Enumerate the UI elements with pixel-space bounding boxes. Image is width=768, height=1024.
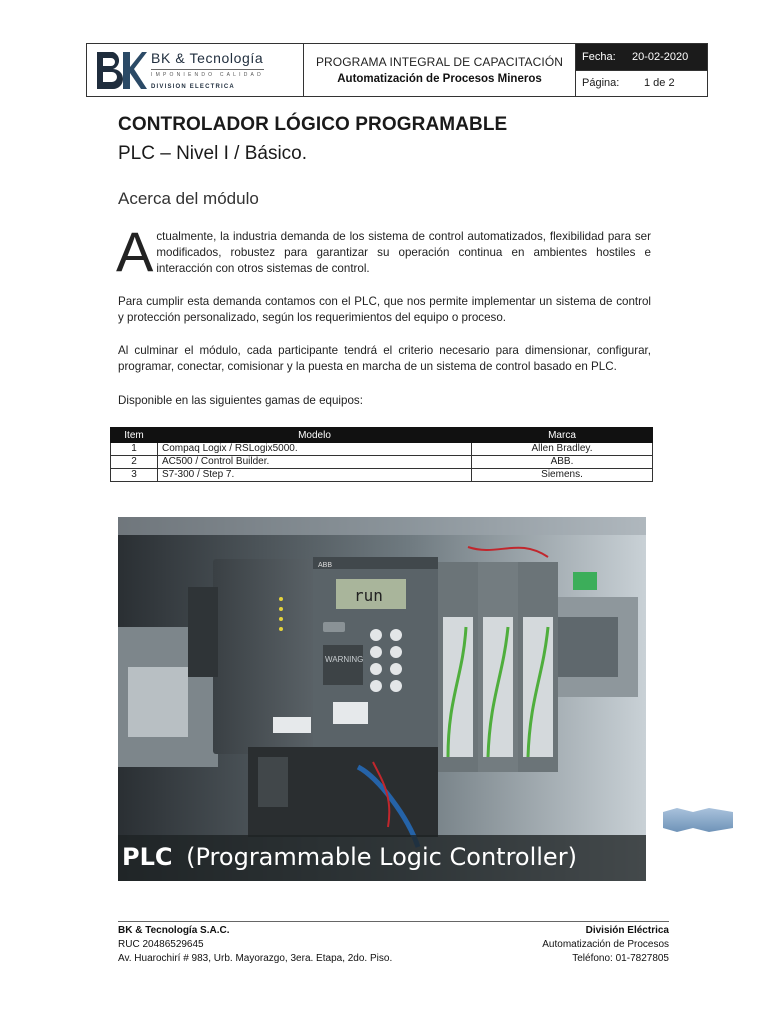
paragraph-available: Disponible en las siguientes gamas de equipos: <box>118 394 363 407</box>
date-row <box>576 44 707 70</box>
table-cell-brand: Siemens. <box>472 469 653 482</box>
lcd-text: run <box>354 586 383 605</box>
footer-area: Automatización de Procesos <box>542 939 669 950</box>
paragraph-plc: Para cumplir esta demanda contamos con el PLC, que nos permite implementar un sistema de control y protección personalizado, según los requerimientos del equipo o proceso. <box>118 295 651 324</box>
document-header <box>86 43 708 97</box>
page-label: Página: <box>582 77 620 90</box>
footer-company: BK & Tecnología S.A.C. <box>118 925 230 936</box>
page-value: 1 de 2 <box>644 77 675 90</box>
document-title: CONTROLADOR LÓGICO PROGRAMABLE <box>118 114 508 135</box>
table-header-model: Modelo <box>158 428 472 443</box>
table-row <box>111 456 653 469</box>
table-cell-item: 1 <box>111 443 158 456</box>
date-value: 20-02-2020 <box>632 50 689 63</box>
table-row <box>111 469 653 482</box>
table-cell-brand: ABB. <box>472 456 653 469</box>
decorative-arrow-icon <box>663 808 733 832</box>
table-header-item: Item <box>111 428 158 443</box>
paragraph-outcome: Al culminar el módulo, cada participante tendrá el criterio necesario para dimensionar, configurar, programar, conectar, comisionar y la puesta en marcha de un sistema de control basado en PLC. <box>118 344 651 373</box>
document-subtitle: PLC – Nivel I / Básico. <box>118 143 308 164</box>
bk-logo-icon <box>93 48 147 92</box>
warning-text: WARNING <box>325 655 364 664</box>
paragraph-intro <box>116 220 651 283</box>
page-row <box>576 70 707 97</box>
table-cell-item: 2 <box>111 456 158 469</box>
program-title: PROGRAMA INTEGRAL DE CAPACITACIÓN <box>315 55 564 69</box>
paragraph-intro-text: ctualmente, la industria demanda de los sistema de control automatizados, flexibilidad para ser modificados, robustez para garantizar su operación continua en ambientes hostiles e interacción con otros sistemas de control. <box>156 230 651 275</box>
date-label: Fecha: <box>582 50 616 63</box>
equipment-table <box>110 427 653 482</box>
caption-bold: PLC <box>122 843 173 871</box>
svg-text:PLC (Programmable Logic Co <box>122 843 577 871</box>
section-heading: Acerca del módulo <box>118 189 259 208</box>
program-subtitle: Automatización de Procesos Mineros <box>337 73 542 85</box>
logo-tagline: IMPONIENDO CALIDAD <box>151 69 264 78</box>
table-header-row <box>111 428 653 443</box>
logo-name: BK & Tecnología <box>151 50 264 66</box>
plc-photo <box>118 517 646 881</box>
program-block <box>304 44 576 96</box>
table-cell-item: 3 <box>111 469 158 482</box>
footer-ruc: RUC 20486529645 <box>118 939 204 950</box>
table-cell-model: Compaq Logix / RSLogix5000. <box>158 443 472 456</box>
brand-label: ABB <box>318 562 333 569</box>
footer-right <box>542 924 669 966</box>
table-cell-model: AC500 / Control Builder. <box>158 456 472 469</box>
table-cell-model: S7-300 / Step 7. <box>158 469 472 482</box>
table-cell-brand: Allen Bradley. <box>472 443 653 456</box>
logo-division: DIVISION ELECTRICA <box>151 84 235 90</box>
footer-divider <box>118 921 669 922</box>
meta-block <box>576 44 707 96</box>
table-row <box>111 443 653 456</box>
logo-block <box>87 44 304 96</box>
footer-left <box>118 924 392 966</box>
footer-phone: Teléfono: 01-7827805 <box>572 953 669 964</box>
footer-division: División Eléctrica <box>585 925 669 936</box>
table-header-brand: Marca <box>472 428 653 443</box>
footer-address: Av. Huarochirí # 983, Urb. Mayorazgo, 3era. Etapa, 2do. Piso. <box>118 953 393 964</box>
caption-rest: (Programmable Logic Controller) <box>186 843 577 871</box>
drop-cap: A <box>116 220 154 283</box>
